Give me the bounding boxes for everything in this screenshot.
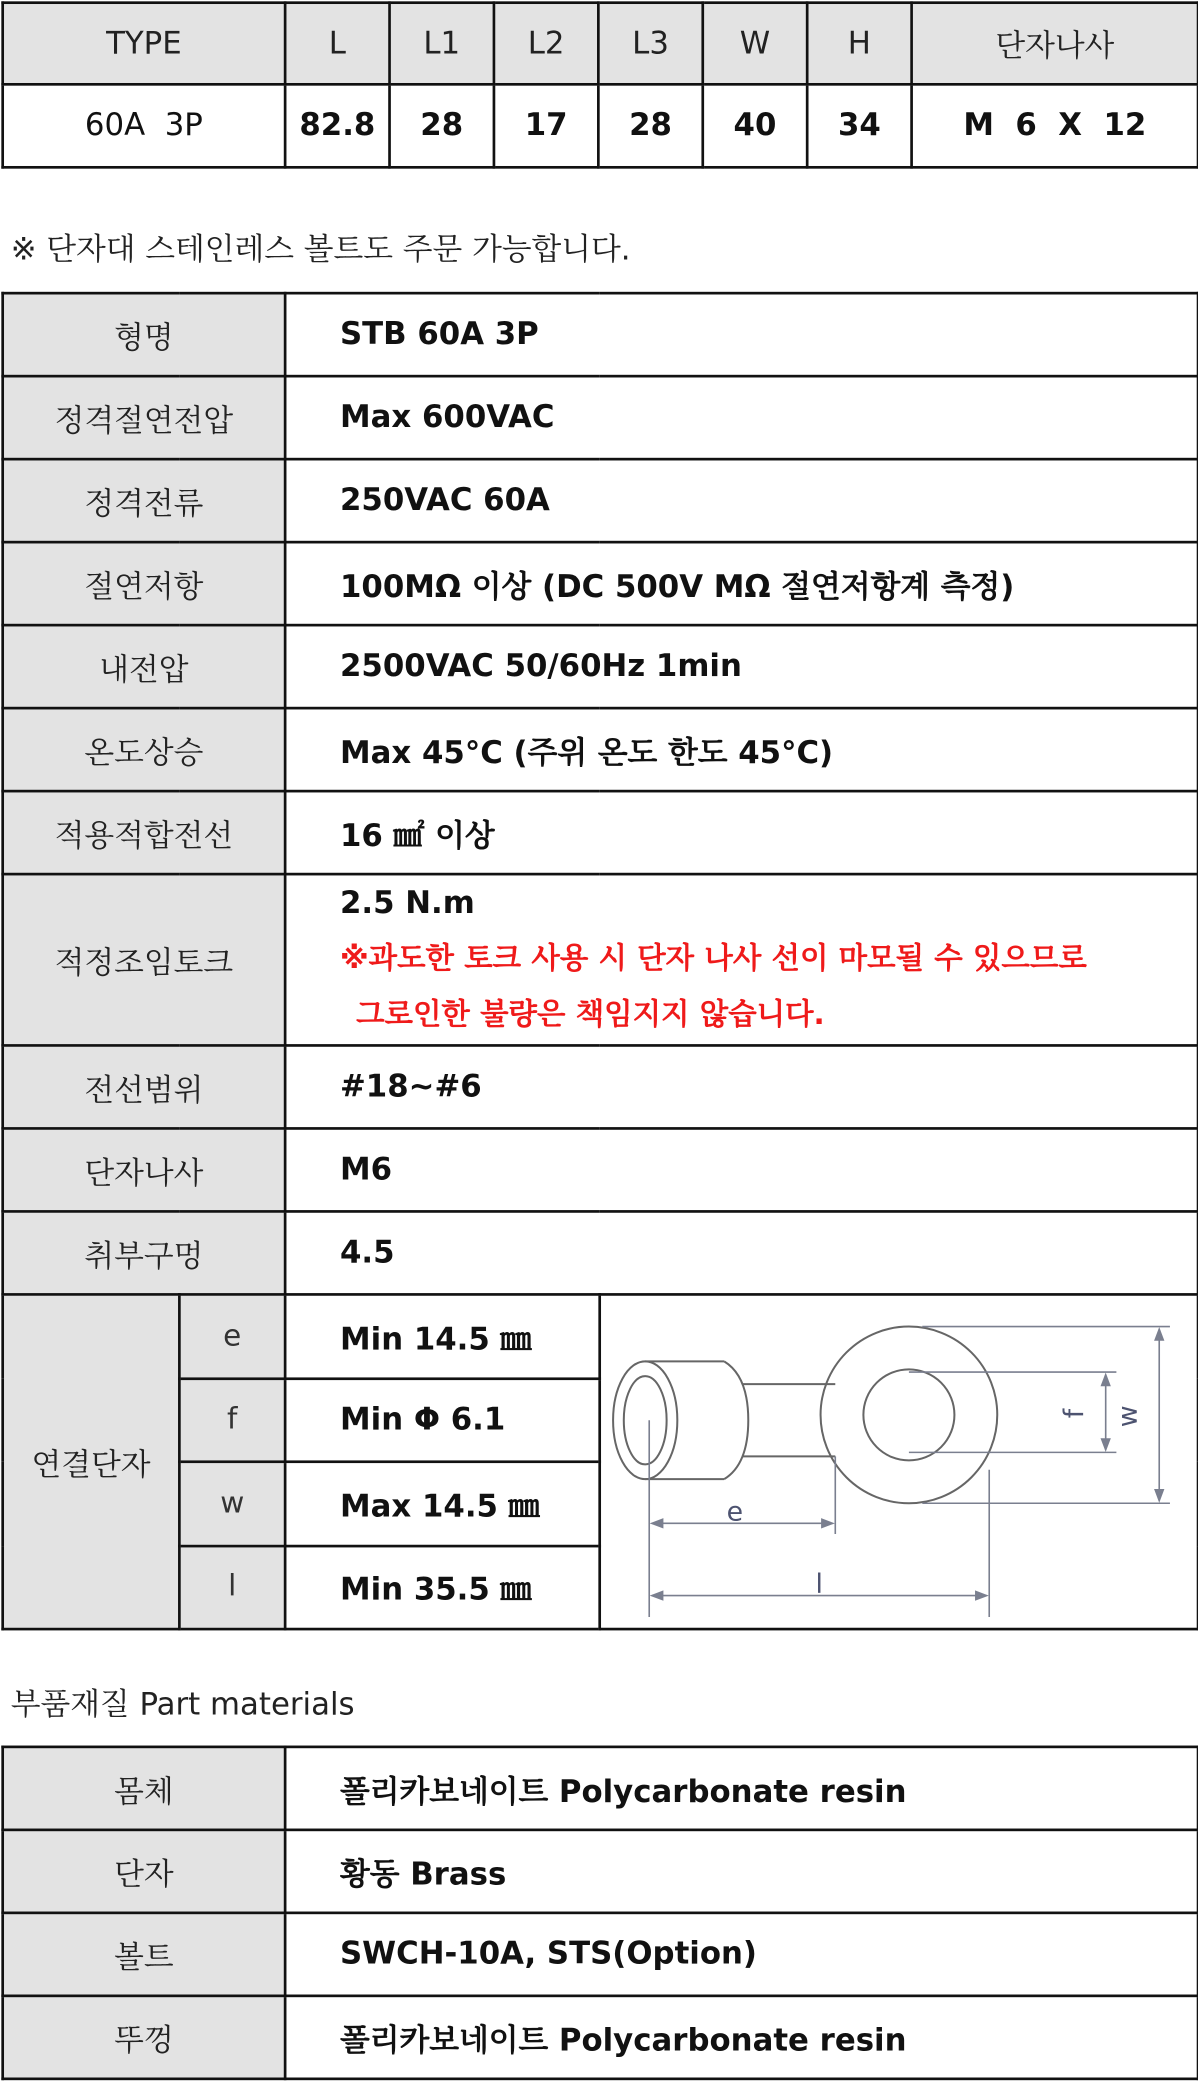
materials-title: 부품재질 Part materials [10,1687,355,1723]
torque-warning-line1: ※과도한 토크 사용 시 단자 나사 선이 마모될 수 있으므로 [340,942,1087,976]
dimension-header-row [3,3,1198,85]
torque-value: 2.5 N.m [340,886,475,921]
value-type: 60A 3P [3,84,285,167]
material-value: SWCH-10A, STS(Option) [285,1913,1198,1996]
connector-value: Max 14.5 ㎜ [285,1462,600,1546]
spec-value: 100MΩ 이상 (DC 500V MΩ 절연저항계 측정) [285,542,1198,625]
material-row [3,1747,1198,1830]
spec-label: 전선범위 [3,1045,285,1128]
spec-label: 내전압 [3,625,285,708]
header-type: TYPE [3,3,285,85]
material-label: 단자 [3,1830,285,1913]
ring-terminal-diagram-cell [600,1294,1198,1629]
ring-terminal-diagram [601,1296,1194,1623]
torque-warning-line2: 그로인한 불량은 책임지지 않습니다. [356,998,825,1033]
spec-row [3,625,1198,708]
header-h: H [807,3,911,85]
header-l: L [285,3,389,85]
spec-row [3,1211,1198,1294]
spec-value: Max 45°C (주위 온도 한도 45°C) [285,708,1198,791]
material-value: 황동 Brass [285,1830,1198,1913]
dimension-f-text: f [1058,1408,1090,1419]
spec-value: 250VAC 60A [285,459,1198,542]
spec-label: 정격전류 [3,459,285,542]
connector-label: 연결단자 [3,1294,180,1629]
spec-value: 16 ㎟ 이상 [285,791,1198,874]
header-l3: L3 [598,3,702,85]
value-l: 82.8 [285,84,389,167]
connector-key: l [179,1545,285,1629]
value-l2: 17 [494,84,598,167]
dimension-w-text: w [1112,1405,1144,1428]
connector-value: Min 35.5 ㎜ [285,1545,600,1629]
connector-value: Min Φ 6.1 [285,1378,600,1462]
value-h: 34 [807,84,911,167]
material-value: 폴리카보네이트 Polycarbonate resin [285,1996,1198,2079]
connector-value: Min 14.5 ㎜ [285,1294,600,1378]
spec-value: Max 600VAC [285,376,1198,459]
spec-label: 온도상승 [3,708,285,791]
spec-value: 4.5 [285,1211,1198,1294]
header-l2: L2 [494,3,598,85]
material-label: 뚜껑 [3,1996,285,2079]
ring-inner [863,1369,954,1460]
torque-row [3,874,1198,1045]
dimension-e-text: e [726,1496,744,1528]
barrel-end-outer [613,1361,677,1479]
spec-row [3,376,1198,459]
connector-key: w [179,1462,285,1546]
spec-row [3,459,1198,542]
spec-row [3,708,1198,791]
connector-key: e [179,1294,285,1378]
materials-table [1,1746,1198,2081]
spec-value: 2500VAC 50/60Hz 1min [285,625,1198,708]
material-row [3,1913,1198,1996]
torque-cell [285,874,1198,1045]
spec-label: 절연저항 [3,542,285,625]
barrel-end-inner [624,1376,667,1464]
spec-label: 형명 [3,293,285,376]
spec-table [1,292,1198,1631]
stainless-bolt-note: ※ 단자대 스테인레스 볼트도 주문 가능합니다. [10,232,631,268]
header-l1: L1 [390,3,494,85]
dimension-l-text: l [815,1568,823,1600]
spec-row [3,542,1198,625]
dimension-value-row [3,84,1198,167]
value-l1: 28 [390,84,494,167]
value-terminal-screw: M 6 X 12 [912,84,1198,167]
connector-key: f [179,1378,285,1462]
spec-label: 취부구멍 [3,1211,285,1294]
spec-label: 단자나사 [3,1128,285,1211]
material-label: 몸체 [3,1747,285,1830]
spec-row [3,1128,1198,1211]
header-terminal-screw: 단자나사 [912,3,1198,85]
spec-value: M6 [285,1128,1198,1211]
ring-outer [821,1327,998,1504]
material-row [3,1996,1198,2079]
material-row [3,1830,1198,1913]
spec-row [3,293,1198,376]
spec-value: STB 60A 3P [285,293,1198,376]
value-l3: 28 [598,84,702,167]
material-value: 폴리카보네이트 Polycarbonate resin [285,1747,1198,1830]
connector-row [3,1294,1198,1378]
material-label: 볼트 [3,1913,285,1996]
spec-row [3,791,1198,874]
spec-label: 적용적합전선 [3,791,285,874]
spec-row [3,1045,1198,1128]
header-w: W [703,3,807,85]
spec-value: #18~#6 [285,1045,1198,1128]
torque-label: 적정조임토크 [3,874,285,1045]
value-w: 40 [703,84,807,167]
dimension-table [1,1,1198,168]
spec-label: 정격절연전압 [3,376,285,459]
